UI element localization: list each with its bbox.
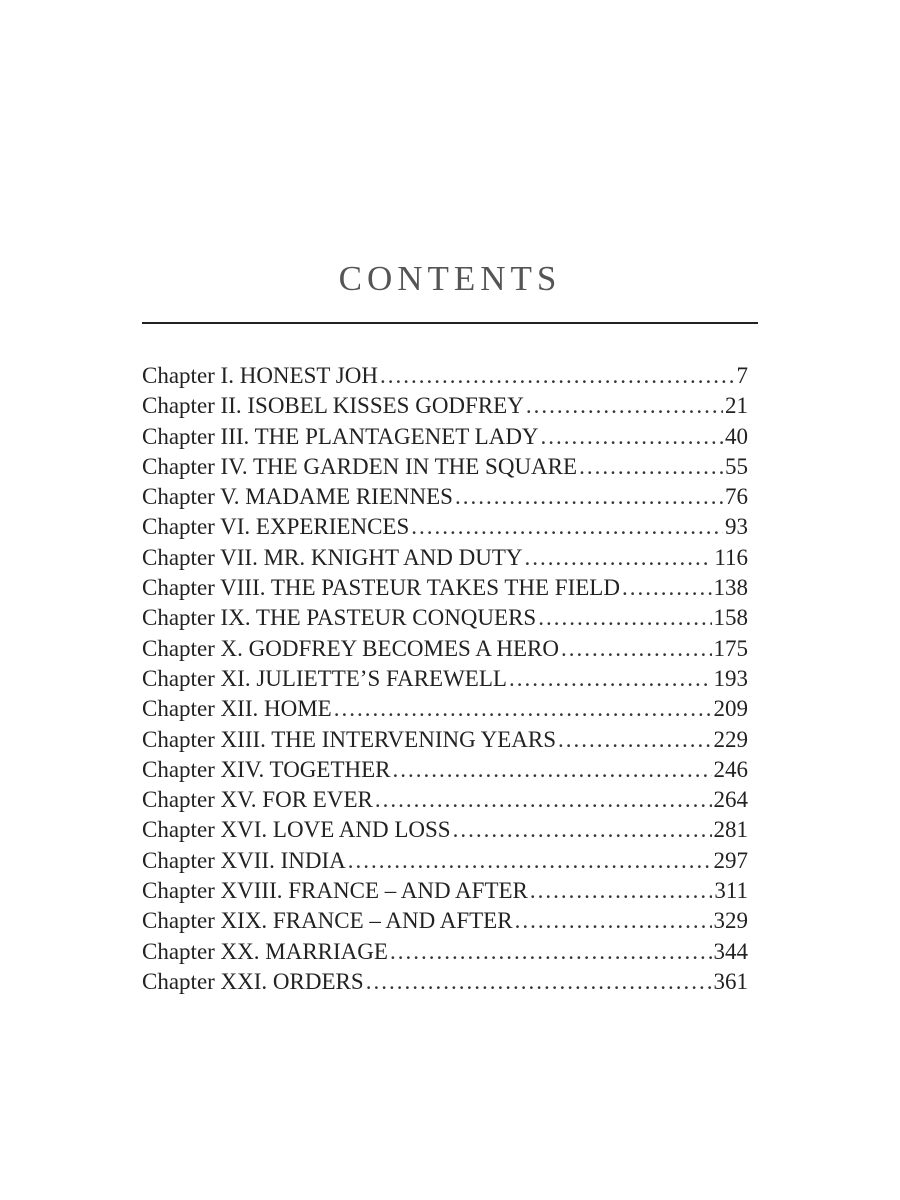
toc-entry: [142, 876, 748, 906]
toc-entry-label: Chapter IX. THE PASTEUR CONQUERS: [142, 605, 537, 631]
toc-entry-page: 116: [714, 544, 748, 570]
toc-dot-leader: [538, 603, 711, 633]
toc-entry: [142, 785, 748, 815]
toc-dot-leader: [366, 967, 712, 997]
toc-entry: [142, 634, 748, 664]
toc-entry-page: 93: [725, 514, 748, 540]
toc-entry-page: 246: [713, 756, 748, 782]
toc-dot-leader: [455, 482, 723, 512]
toc-entry-page: 344: [713, 938, 748, 964]
toc-entry-page: 55: [725, 453, 748, 479]
toc-entry: [142, 755, 748, 785]
toc-entry: [142, 967, 748, 997]
toc-entry: [142, 512, 748, 542]
toc-entry-page: 297: [713, 847, 748, 873]
toc-entry-label: Chapter II. ISOBEL KISSES GODFREY: [142, 393, 524, 419]
toc-entry-label: Chapter IV. THE GARDEN IN THE SQUARE: [142, 453, 578, 479]
toc-entry-label: Chapter XVII. INDIA: [142, 847, 346, 873]
toc-entry-label: Chapter XIX. FRANCE – AND AFTER: [142, 908, 513, 934]
toc-entry: [142, 603, 748, 633]
toc-entry-label: Chapter XIV. TOGETHER: [142, 756, 391, 782]
toc-entry-label: Chapter I. HONEST JOH: [142, 363, 378, 388]
toc-dot-leader: [525, 543, 713, 573]
toc-entry-label: Chapter X. GODFREY BECOMES A HERO: [142, 635, 559, 661]
toc-dot-leader: [334, 694, 712, 724]
toc-entry-label: Chapter VII. MR. KNIGHT AND DUTY: [142, 544, 523, 570]
contents-title: CONTENTS: [338, 259, 562, 298]
toc-dot-leader: [390, 937, 712, 967]
toc-entry-page: 76: [725, 484, 748, 510]
toc-dot-leader: [561, 634, 712, 664]
toc-list: [142, 361, 748, 997]
toc-entry: [142, 452, 748, 482]
toc-entry-page: 138: [713, 575, 748, 601]
toc-entry-label: Chapter XXI. ORDERS: [142, 968, 364, 994]
toc-entry-label: Chapter XV. FOR EVER: [142, 787, 373, 813]
toc-dot-leader: [515, 906, 712, 936]
toc-entry: [142, 906, 748, 936]
toc-dot-leader: [453, 815, 712, 845]
toc-dot-leader: [509, 664, 712, 694]
toc-dot-leader: [579, 452, 723, 482]
toc-entry-label: Chapter XVIII. FRANCE – AND AFTER: [142, 878, 528, 904]
toc-entry-page: 40: [725, 423, 748, 449]
toc-entry: [142, 725, 748, 755]
toc-entry-label: Chapter III. THE PLANTAGENET LADY: [142, 423, 539, 449]
toc-entry-page: 193: [713, 665, 748, 691]
toc-entry-page: 329: [713, 908, 748, 934]
toc-entry: [142, 937, 748, 967]
toc-entry-label: Chapter XIII. THE INTERVENING YEARS: [142, 726, 556, 752]
toc-entry-page: 175: [713, 635, 748, 661]
toc-entry-label: Chapter VIII. THE PASTEUR TAKES THE FIELD: [142, 575, 620, 601]
toc-entry-page: 21: [725, 393, 748, 419]
toc-dot-leader: [622, 573, 712, 603]
toc-entry: [142, 694, 748, 724]
toc-dot-leader: [526, 391, 723, 421]
toc-entry-label: Chapter V. MADAME RIENNES: [142, 484, 453, 510]
toc-dot-leader: [541, 422, 723, 452]
toc-entry-label: Chapter XX. MARRIAGE: [142, 938, 388, 964]
toc-dot-leader: [558, 725, 712, 755]
toc-entry-label: Chapter XVI. LOVE AND LOSS: [142, 817, 451, 843]
toc-entry-page: 158: [713, 605, 748, 631]
toc-entry: [142, 573, 748, 603]
toc-dot-leader: [375, 785, 712, 815]
toc-entry-page: 209: [713, 696, 748, 722]
toc-entry: [142, 391, 748, 421]
toc-entry: [142, 664, 748, 694]
toc-entry: [142, 543, 748, 573]
toc-entry-page: 281: [713, 817, 748, 843]
toc-entry: [142, 815, 748, 845]
toc-dot-leader: [530, 876, 712, 906]
toc-dot-leader: [393, 755, 712, 785]
toc-dot-leader: [380, 361, 735, 391]
toc-entry-page: 229: [713, 726, 748, 752]
toc-entry: [142, 422, 748, 452]
toc-entry-page: 264: [713, 787, 748, 813]
toc-entry: [142, 482, 748, 512]
title-rule: [142, 322, 758, 324]
toc-entry-page: 7: [736, 363, 748, 388]
toc-entry-page: 361: [713, 968, 748, 994]
toc-entry-label: Chapter VI. EXPERIENCES: [142, 514, 410, 540]
toc-entry: [142, 846, 748, 876]
toc-entry-label: Chapter XI. JULIETTE’S FAREWELL: [142, 665, 507, 691]
toc-entry: [142, 361, 748, 391]
toc-entry-page: 311: [714, 878, 748, 904]
toc-dot-leader: [348, 846, 712, 876]
toc-entry-label: Chapter XII. HOME: [142, 696, 332, 722]
toc-dot-leader: [411, 512, 723, 542]
